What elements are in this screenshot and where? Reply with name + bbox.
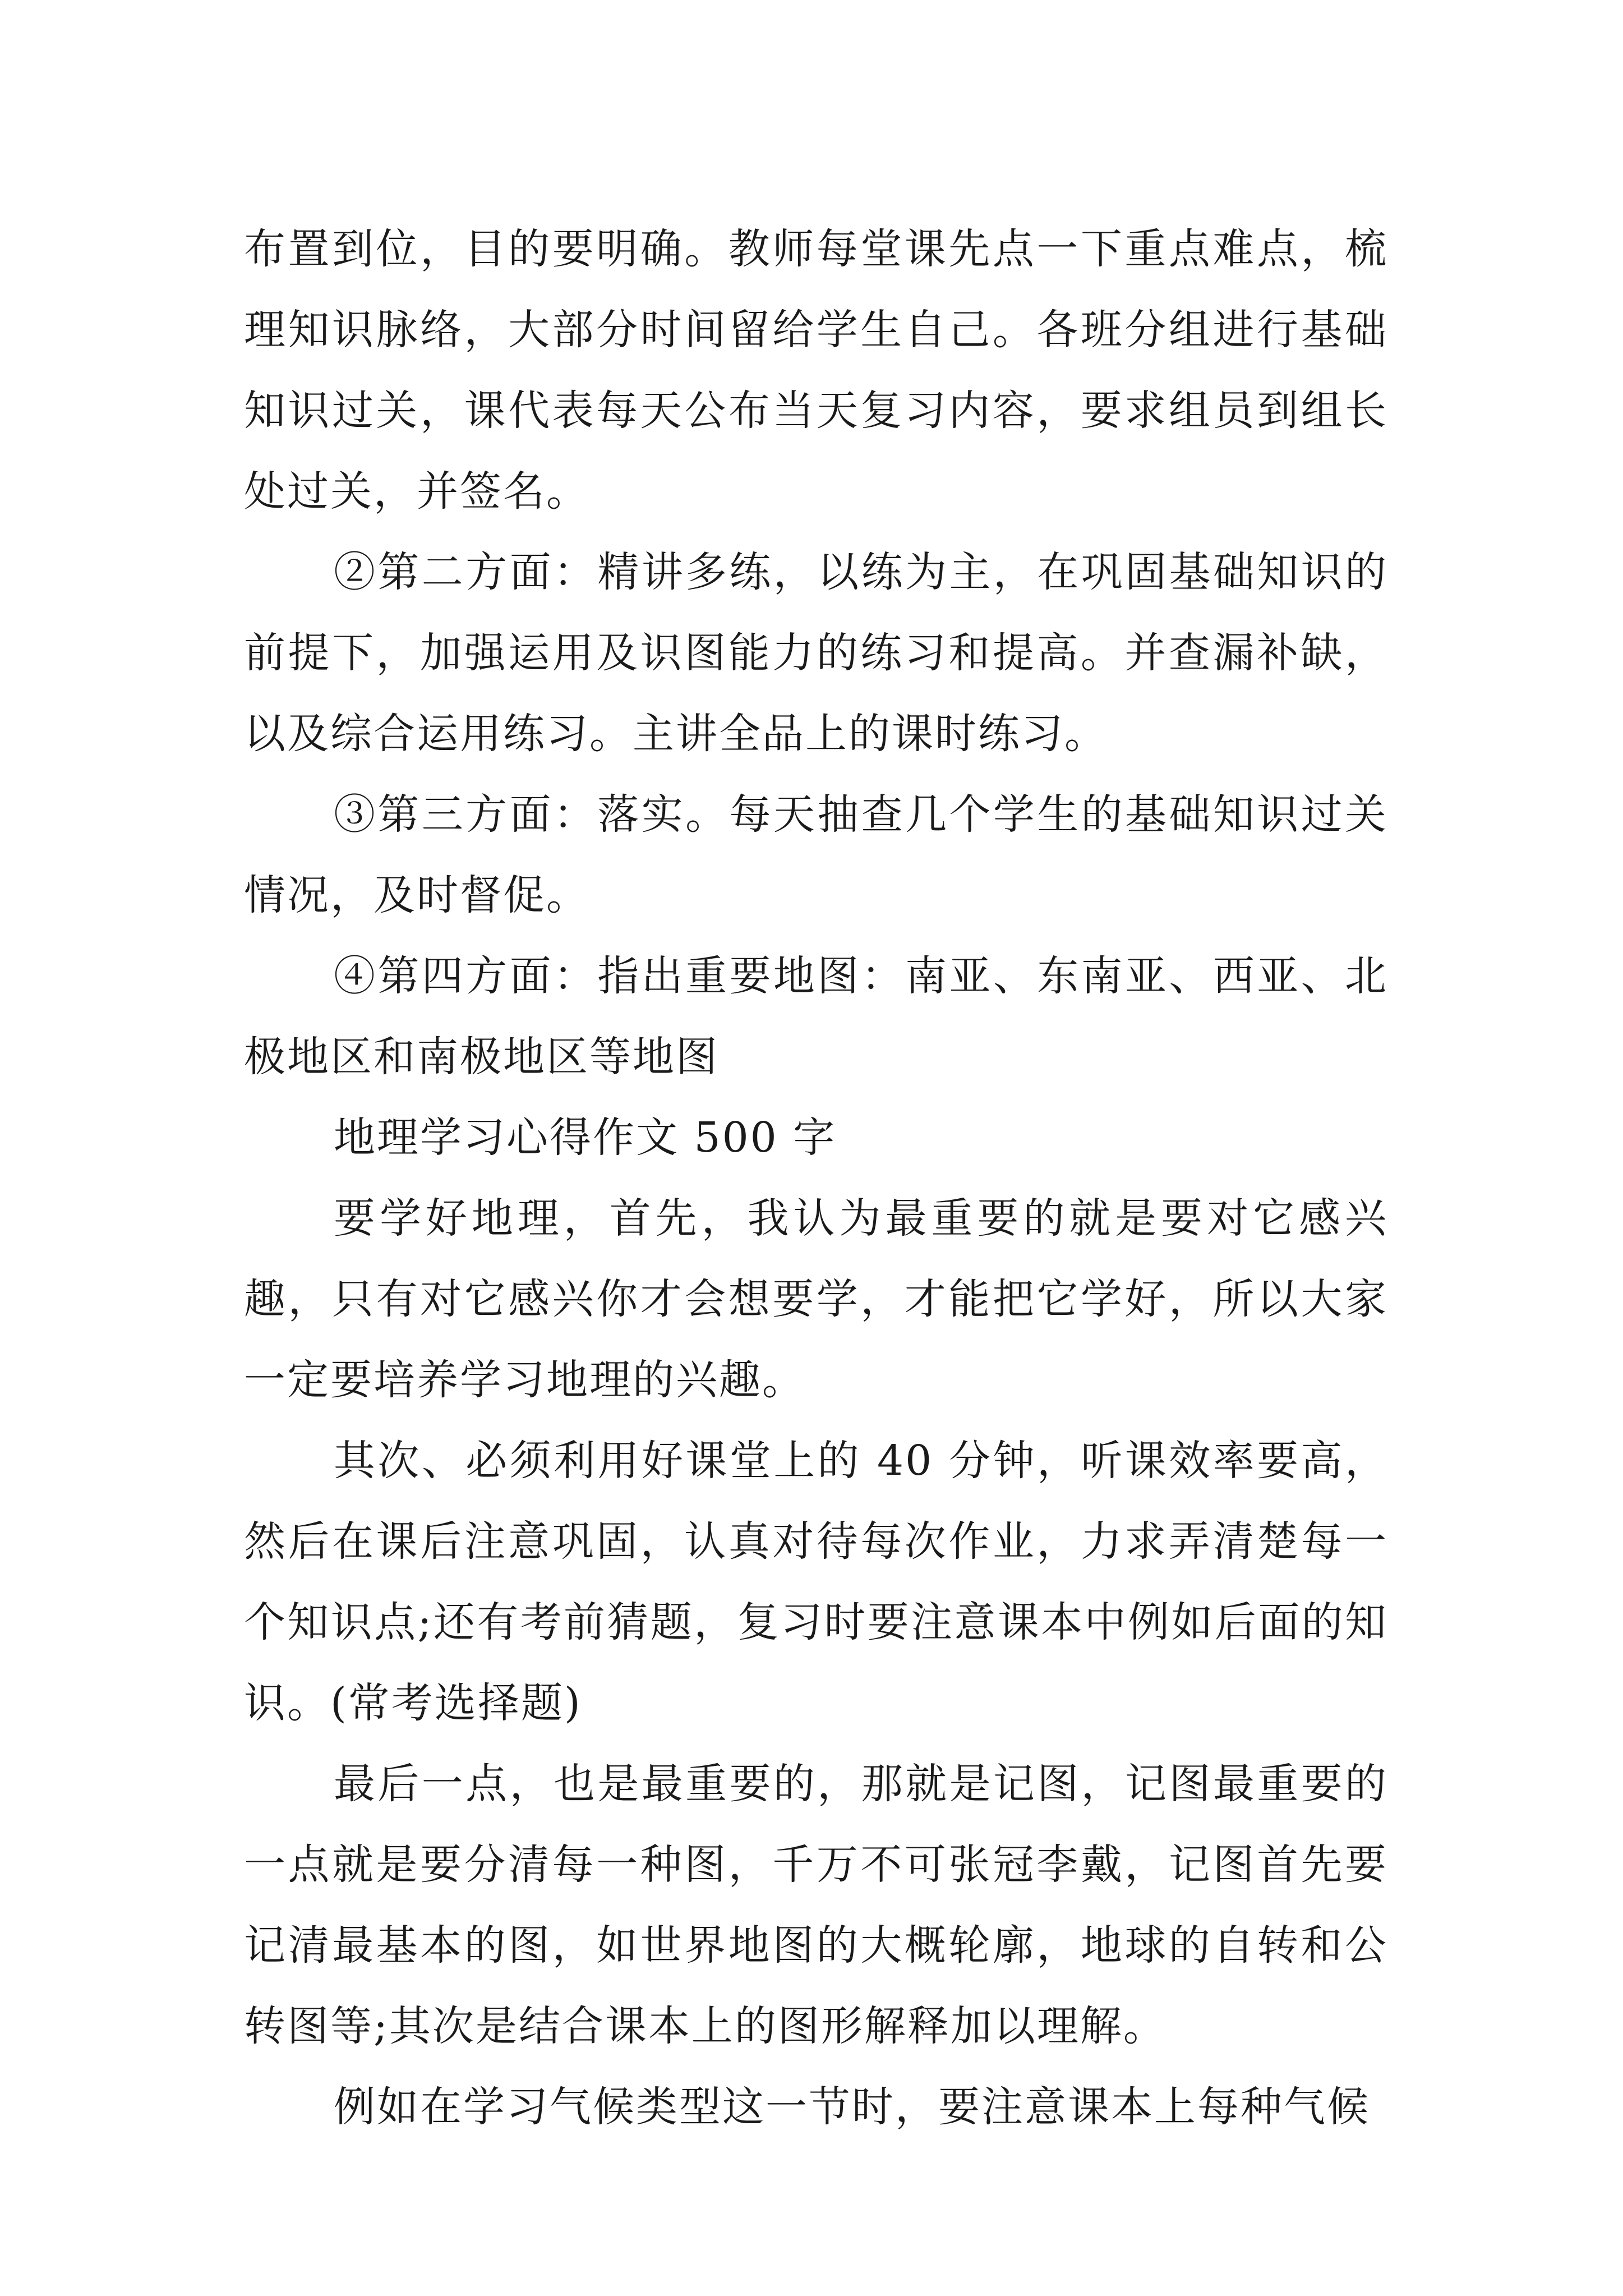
paragraph-aspect-2: ②第二方面：精讲多练，以练为主，在巩固基础知识的前提下，加强运用及识图能力的练习和提高。并查漏补缺，以及综合运用练习。主讲全品上的课时练习。 (244, 548, 1388, 758)
paragraph-classroom: 其次、必须利用好课堂上的 40 分钟，听课效率要高，然后在课后注意巩固，认真对待每次作业，力求弄清楚每一个知识点;还有考前猜题，复习时要注意课本中例如后面的知识。(常考选择题) (244, 1437, 1388, 1727)
paragraph-aspect-3: ③第三方面：落实。每天抽查几个学生的基础知识过关情况，及时督促。 (244, 790, 1388, 919)
paragraph-climate: 例如在学习气候类型这一节时，要注意课本上每种气候 (334, 2083, 1370, 2131)
paragraph-interest: 要学好地理，首先，我认为最重要的就是要对它感兴趣，只有对它感兴你才会想要学，才能把它学好，所以大家一定要培养学习地理的兴趣。 (244, 1194, 1388, 1404)
paragraph-continuation: 布置到位，目的要明确。教师每堂课先点一下重点难点，梳理知识脉络，大部分时间留给学生自己。各班分组进行基础知识过关，课代表每天公布当天复习内容，要求组员到组长处过关，并签名。 (244, 225, 1388, 516)
section-heading: 地理学习心得作文 500 字 (334, 1114, 837, 1162)
document-body (244, 209, 1388, 2147)
paragraph-maps: 最后一点，也是最重要的，那就是记图，记图最重要的一点就是要分清每一种图，千万不可张冠李戴，记图首先要记清最基本的图，如世界地图的大概轮廓，地球的自转和公转图等;其次是结合课本上的图形解释加以理解。 (244, 1760, 1388, 2050)
paragraph-aspect-4: ④第四方面：指出重要地图：南亚、东南亚、西亚、北极地区和南极地区等地图 (244, 952, 1388, 1081)
